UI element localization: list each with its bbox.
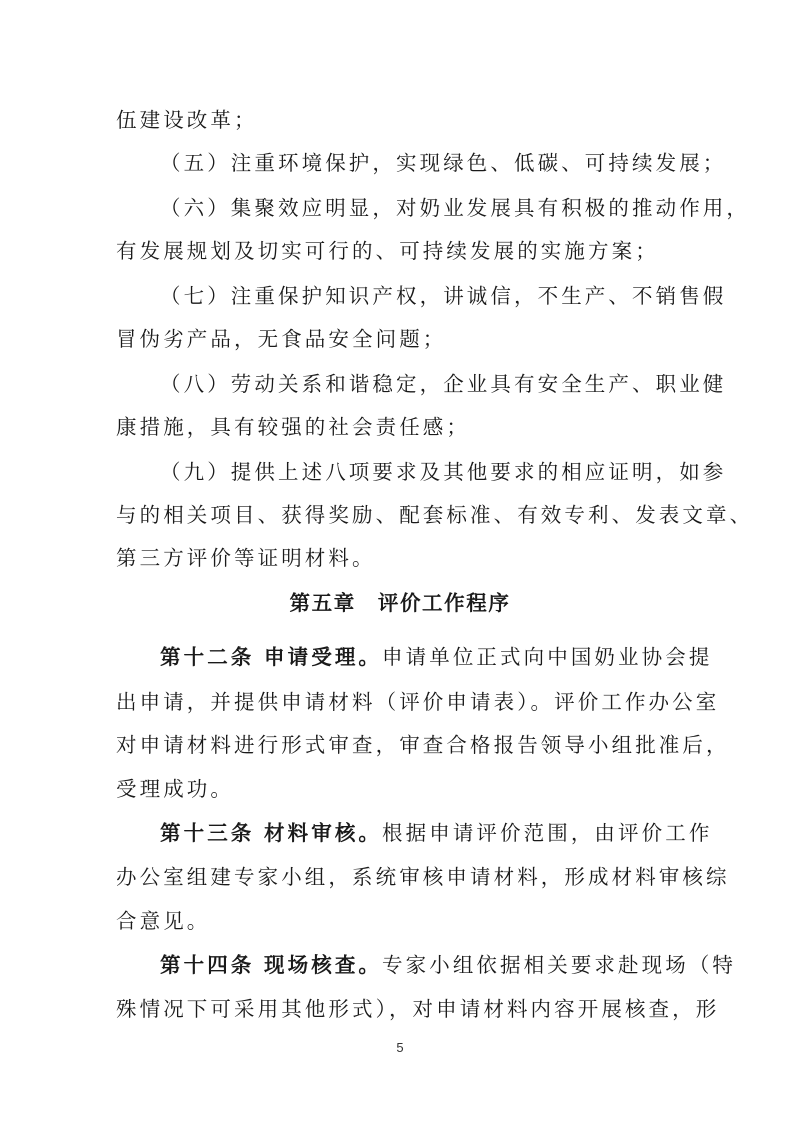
text-line: 康措施，具有较强的社会责任感； xyxy=(116,415,470,439)
list-item-eight: （八）劳动关系和谐稳定，企业具有安全生产、职业健 xyxy=(160,372,727,396)
article-number: 第十二条 xyxy=(160,645,255,669)
list-item-six: （六）集聚效应明显，对奶业发展具有积极的推动作用， xyxy=(160,196,750,220)
article-number: 第十三条 xyxy=(160,821,255,845)
chapter-number: 第五章 xyxy=(289,591,356,615)
text-line: 对申请材料进行形式审查，审查合格报告领导小组批准后， xyxy=(116,733,730,757)
article-12-first-line xyxy=(160,644,713,670)
list-item-five: （五）注重环境保护，实现绿色、低碳、可持续发展； xyxy=(160,151,727,175)
text-line: 殊情况下可采用其他形式），对申请材料内容开展核查，形 xyxy=(116,997,720,1021)
article-13-first-line xyxy=(160,820,713,846)
article-title: 申请受理。 xyxy=(264,645,383,669)
article-14-first-line xyxy=(160,952,737,978)
article-title: 材料审核。 xyxy=(264,821,383,845)
page-number: 5 xyxy=(396,1040,404,1055)
text-line: 出申请，并提供申请材料（评价申请表）。评价工作办公室 xyxy=(116,690,720,714)
text-line: 与的相关项目、获得奖励、配套标准、有效专利、发表文章、 xyxy=(116,503,754,527)
text-line: 有发展规划及切实可行的、可持续发展的实施方案； xyxy=(116,239,659,263)
article-text: 申请单位正式向中国奶业协会提 xyxy=(382,645,713,669)
text-line: 冒伪劣产品，无食品安全问题； xyxy=(116,327,447,351)
article-text: 根据申请评价范围，由评价工作 xyxy=(382,821,713,845)
article-text: 专家小组依据相关要求赴现场（特 xyxy=(382,953,737,977)
article-number: 第十四条 xyxy=(160,953,255,977)
list-item-nine: （九）提供上述八项要求及其他要求的相应证明，如参 xyxy=(160,460,727,484)
text-line: 第三方评价等证明材料。 xyxy=(116,546,376,570)
text-line: 伍建设改革； xyxy=(116,108,258,132)
chapter-title: 评价工作程序 xyxy=(377,591,511,615)
text-line: 合意见。 xyxy=(116,909,211,933)
list-item-seven: （七）注重保护知识产权，讲诚信，不生产、不销售假 xyxy=(160,284,727,308)
text-line: 受理成功。 xyxy=(116,777,234,801)
text-line: 办公室组建专家小组，系统审核申请材料，形成材料审核综 xyxy=(116,865,730,889)
chapter-heading xyxy=(0,590,800,616)
article-title: 现场核查。 xyxy=(264,953,383,977)
